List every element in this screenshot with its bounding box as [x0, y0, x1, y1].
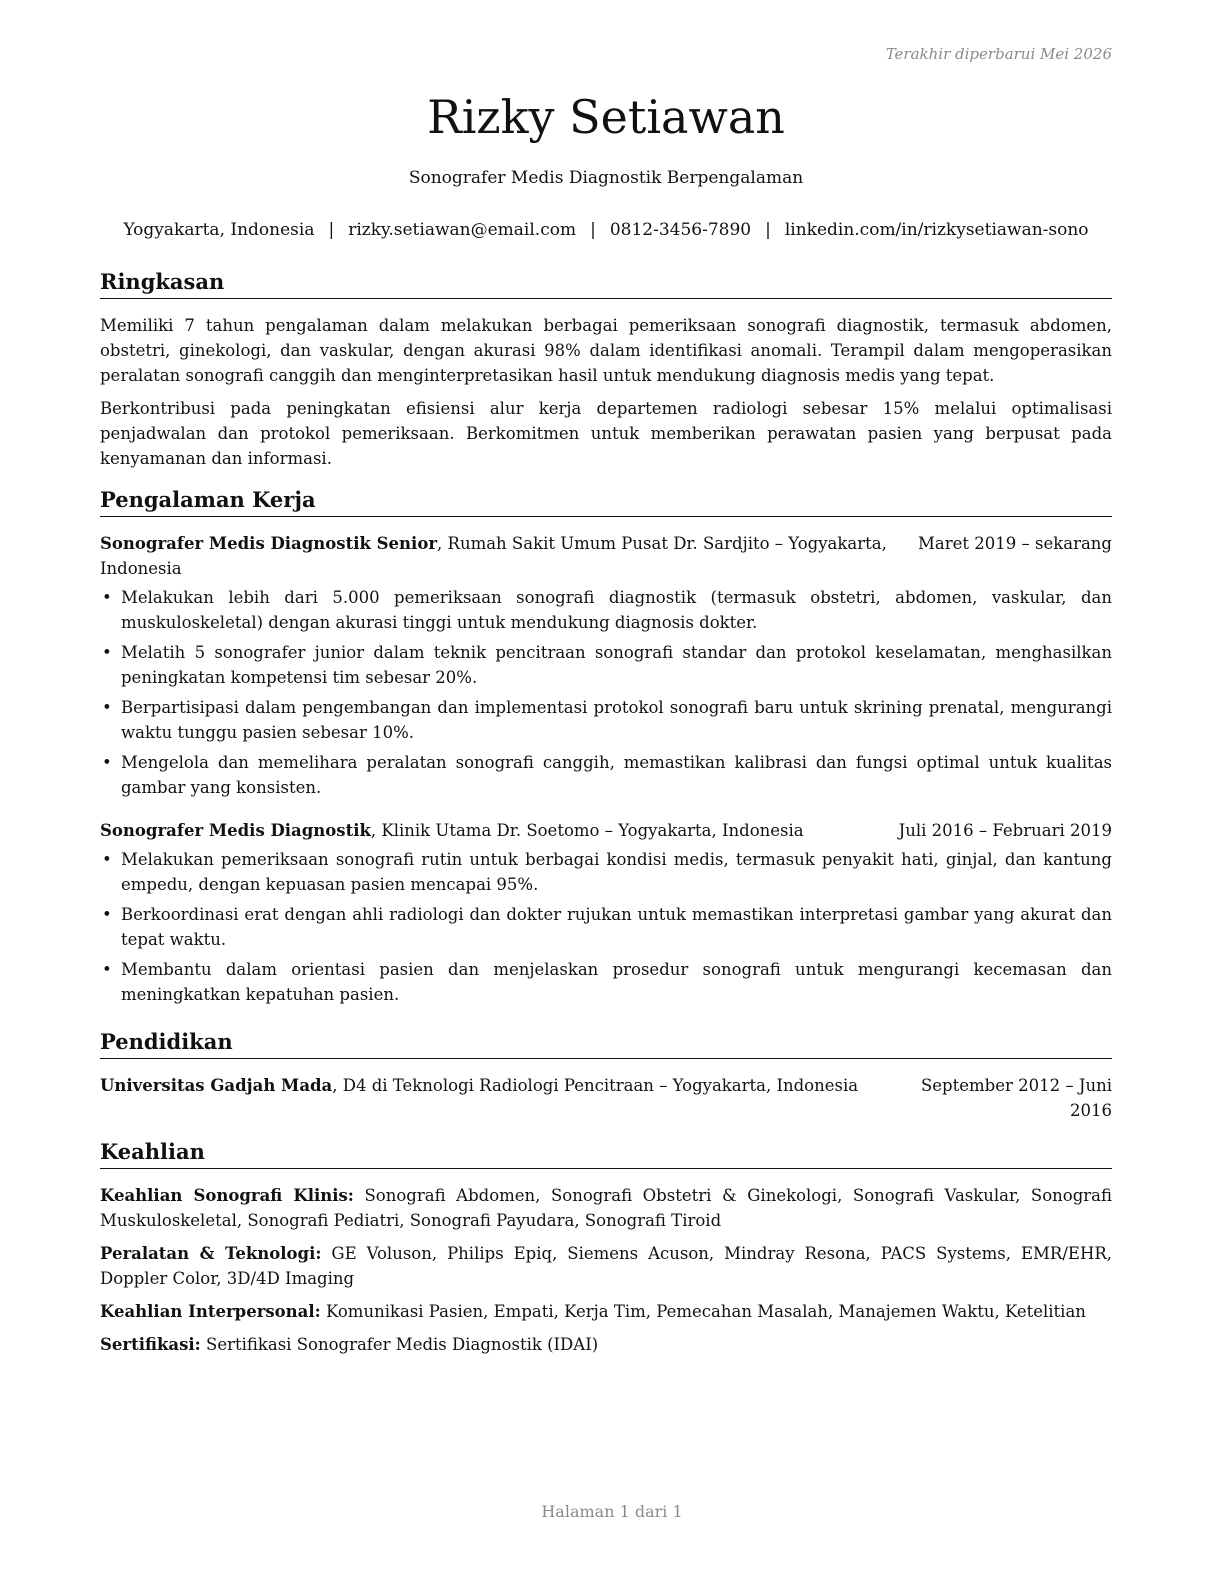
skill-item	[100, 1241, 1112, 1291]
job-bullet: • Mengelola dan memelihara peralatan sonografi canggih, memastikan kalibrasi dan fungsi optimal untuk kualitas gambar yang konsisten.	[100, 750, 1112, 800]
contact-email[interactable]: rizky.setiawan@email.com	[348, 220, 577, 240]
candidate-name: Rizky Setiawan	[427, 90, 785, 144]
experience-section	[100, 486, 1112, 1025]
education-dates: September 2012 – Juni 2016	[920, 1076, 1112, 1120]
summary-paragraph: Berkontribusi pada peningkatan efisiensi alur kerja departemen radiologi sebesar 15% melalui optimalisasi penjadwalan dan protokol pemeriksaan. Berkomitmen untuk memberikan perawatan pasien yang berpusat pada kenyamanan dan informasi.	[100, 399, 1112, 468]
contact-separator: |	[328, 220, 335, 240]
section-title-summary: Ringkasan	[100, 268, 1112, 299]
skill-value: Sonografi Abdomen, Sonografi Obstetri & Ginekologi, Sonografi Vaskular, Sonografi Muskuloskeletal, Sonografi Pediatri, Sonografi Payudara, Sonografi Tiroid	[100, 1186, 1112, 1230]
contact-phone: 0812-3456-7890	[609, 220, 752, 240]
page-number: Halaman 1 dari 1	[541, 1502, 683, 1521]
candidate-headline: Sonografer Medis Diagnostik Berpengalaman	[408, 168, 804, 188]
skill-label: Keahlian Sonografi Klinis:	[100, 1186, 354, 1205]
education-entry	[100, 1073, 1112, 1123]
job-title-line	[100, 818, 899, 843]
job-organization: , Rumah Sakit Umum Pusat Dr. Sardjito – Yogyakarta, Indonesia	[100, 534, 887, 578]
job-bullet: • Membantu dalam orientasi pasien dan menjelaskan prosedur sonografi untuk mengurangi kecemasan dan meningkatkan kepatuhan pasien.	[100, 957, 1112, 1007]
skill-item	[100, 1183, 1112, 1233]
summary-paragraph: Memiliki 7 tahun pengalaman dalam melakukan berbagai pemeriksaan sonografi diagnostik, termasuk abdomen, obstetri, ginekologi, dan vaskular, dengan akurasi 98% dalam identifikasi anomali. Terampil dalam mengoperasikan peralatan sonografi canggih dan menginterpretasikan hasil untuk mendukung diagnosis medis yang tepat.	[100, 316, 1112, 385]
education-line	[100, 1073, 858, 1123]
education-section	[100, 1028, 1112, 1123]
summary-section	[100, 268, 1112, 479]
section-title-experience: Pengalaman Kerja	[100, 486, 1112, 517]
skill-item	[100, 1332, 1112, 1357]
job-role: Sonografer Medis Diagnostik	[100, 821, 371, 840]
section-title-skills: Keahlian	[100, 1138, 1112, 1169]
skill-label: Peralatan & Teknologi:	[100, 1244, 322, 1263]
skill-value: Komunikasi Pasien, Empati, Kerja Tim, Pemecahan Masalah, Manajemen Waktu, Ketelitian	[320, 1302, 1086, 1321]
contact-linkedin[interactable]: linkedin.com/in/rizkysetiawan-sono	[784, 220, 1089, 240]
job-dates: Juli 2016 – Februari 2019	[898, 821, 1112, 840]
job-bullet: • Melatih 5 sonografer junior dalam teknik pencitraan sonografi standar dan protokol keselamatan, menghasilkan peningkatan kompetensi tim sebesar 20%.	[100, 640, 1112, 690]
job-bullets	[100, 585, 1112, 800]
job-title-line	[100, 531, 918, 581]
contact-line	[100, 220, 1112, 240]
skill-label: Sertifikasi:	[100, 1335, 201, 1354]
job-dates: Maret 2019 – sekarang	[918, 534, 1112, 553]
contact-separator: |	[590, 220, 596, 240]
job-organization: , Klinik Utama Dr. Soetomo – Yogyakarta, Indonesia	[370, 821, 804, 840]
job-bullet: • Berkoordinasi erat dengan ahli radiologi dan dokter rujukan untuk memastikan interpretasi gambar yang akurat dan tepat waktu.	[100, 902, 1112, 952]
skills-section	[100, 1138, 1112, 1365]
skill-value: GE Voluson, Philips Epiq, Siemens Acuson, Mindray Resona, PACS Systems, EMR/EHR, Doppler Color, 3D/4D Imaging	[100, 1244, 1112, 1288]
job-entry	[100, 818, 1112, 1007]
job-bullet: • Melakukan lebih dari 5.000 pemeriksaan sonografi diagnostik (termasuk obstetri, abdomen, vaskular, dan muskuloskeletal) dengan akurasi tinggi untuk mendukung diagnosis dokter.	[100, 585, 1112, 635]
contact-separator: |	[765, 220, 771, 240]
job-entry	[100, 531, 1112, 800]
job-bullets	[100, 847, 1112, 1007]
education-school: Universitas Gadjah Mada	[100, 1076, 333, 1095]
education-detail: , D4 di Teknologi Radiologi Pencitraan – Yogyakarta, Indonesia	[332, 1076, 859, 1095]
last-updated: Terakhir diperbarui Mei 2026	[885, 45, 1112, 63]
job-role: Sonografer Medis Diagnostik Senior	[100, 534, 438, 553]
section-title-education: Pendidikan	[100, 1028, 1112, 1059]
job-header	[100, 818, 1112, 843]
skill-item	[100, 1299, 1112, 1324]
contact-location: Yogyakarta, Indonesia	[123, 220, 315, 240]
job-bullet: • Berpartisipasi dalam pengembangan dan implementasi protokol sonografi baru untuk skrining prenatal, mengurangi waktu tunggu pasien sebesar 10%.	[100, 695, 1112, 745]
job-bullet: • Melakukan pemeriksaan sonografi rutin untuk berbagai kondisi medis, termasuk penyakit hati, ginjal, dan kantung empedu, dengan kepuasan pasien mencapai 95%.	[100, 847, 1112, 897]
skill-label: Keahlian Interpersonal:	[100, 1302, 321, 1321]
job-header	[100, 531, 1112, 581]
skill-value: Sertifikasi Sonografer Medis Diagnostik (IDAI)	[200, 1335, 599, 1354]
